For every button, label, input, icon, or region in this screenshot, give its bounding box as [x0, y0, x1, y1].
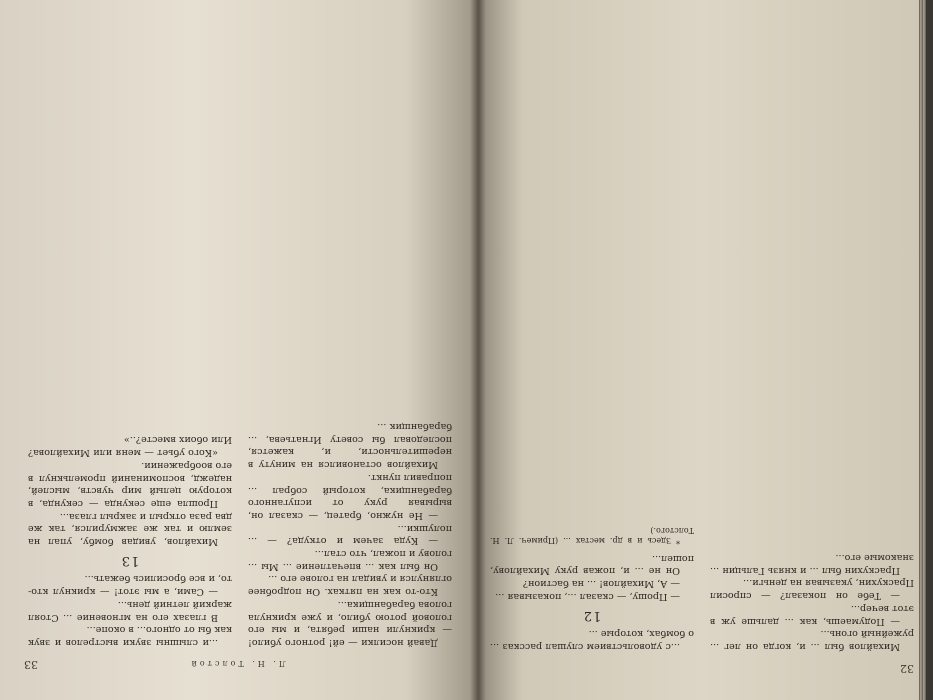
paragraph: «Кого убьет — меня или Михайлова? Или обоих вместе?..» — [28, 434, 232, 459]
paragraph: Михайлов остановился на минуту в нерешительности, и, кажется, последовал бы совету Игнатьева, ... барабанщик ... — [248, 421, 452, 471]
paragraph: Он не ... и, пожав руку Михайлову, пошел... — [490, 552, 694, 577]
right-column-a — [710, 550, 914, 652]
paragraph: В глазах его на мгновение ... Стоял жаркий летний день... — [28, 598, 232, 623]
left-column-a — [248, 419, 452, 648]
section-number: 13 — [120, 552, 140, 568]
right-running-head — [494, 658, 914, 674]
paragraph: — Подумаешь, как ... дальше уж в этот вечер... — [710, 602, 914, 627]
paragraph: — Куда зачем и откуда? — ... полушки... — [248, 522, 452, 547]
left-page-number: 33 — [24, 658, 38, 671]
left-running-head — [24, 654, 452, 670]
footnote: * Здесь и в др. местах ... (Примеч. Л. Н. Толстого.) — [490, 526, 694, 546]
paragraph: Михайлов был ... и, когда он лег ... ружейный огонь... — [710, 628, 914, 652]
right-page-number: 32 — [900, 662, 914, 675]
paragraph: — Сами, а мы этот! — крикнул кто-то, и все бросились бежать... — [28, 573, 232, 598]
paragraph: — А, Михайлов! ... на бастион? — [522, 578, 680, 590]
page-edges — [919, 0, 926, 700]
right-page-text-block — [490, 14, 914, 675]
left-page-text-block — [24, 20, 452, 670]
right-page — [478, 0, 926, 700]
paragraph: ...и слышны звуки выстрелов и звук как бы от одного... в окопе... — [28, 624, 232, 648]
section-number: 12 — [582, 607, 602, 623]
paragraph: Давай носилки — ей! ротного убило! — крикнули наши ребята, и мы его головой ротою убило, и уже крикнула голова барабанщика... — [248, 598, 452, 648]
left-column-b — [28, 433, 232, 648]
paragraph: — Не нужно, братец, — сказал он, вырывая руку от испуганного барабанщика, который собрал ... поправил пункт. — [248, 471, 452, 521]
paragraph: ...с удовольствием слушал рассказ ... о бомбах, которые ... — [490, 628, 694, 652]
paragraph: Михайлов, увидав бомбу, упал на землю и так же зажмурился, так же два раза открыл и закрыл глаза... — [28, 510, 232, 548]
book-gutter — [470, 0, 486, 700]
paragraph: — Тебе он показал? — спросил Праскухин, указывая на деньги... — [710, 577, 914, 602]
left-running-title: Л. Н. Толстой — [188, 659, 286, 668]
paragraph: Праскухин был ... и князь Гальцин ... знакомые его... — [710, 552, 914, 576]
paragraph: Кто-то как на пятках. Он подробнее оглянулся и увидал на голове его ... — [248, 573, 452, 598]
paragraph: Он был как ... впечатление ... Мы ... голову и пожал, что стал... — [248, 548, 452, 572]
paragraph: Прошла еще секунда — секунда, в которую целый мир чувств, мыслей, надежд, воспоминаний промелькнул в его воображении. — [28, 459, 232, 509]
right-column-b — [490, 525, 694, 652]
paragraph: — Прошу, — сказал ..., показывая ... — [495, 590, 680, 602]
